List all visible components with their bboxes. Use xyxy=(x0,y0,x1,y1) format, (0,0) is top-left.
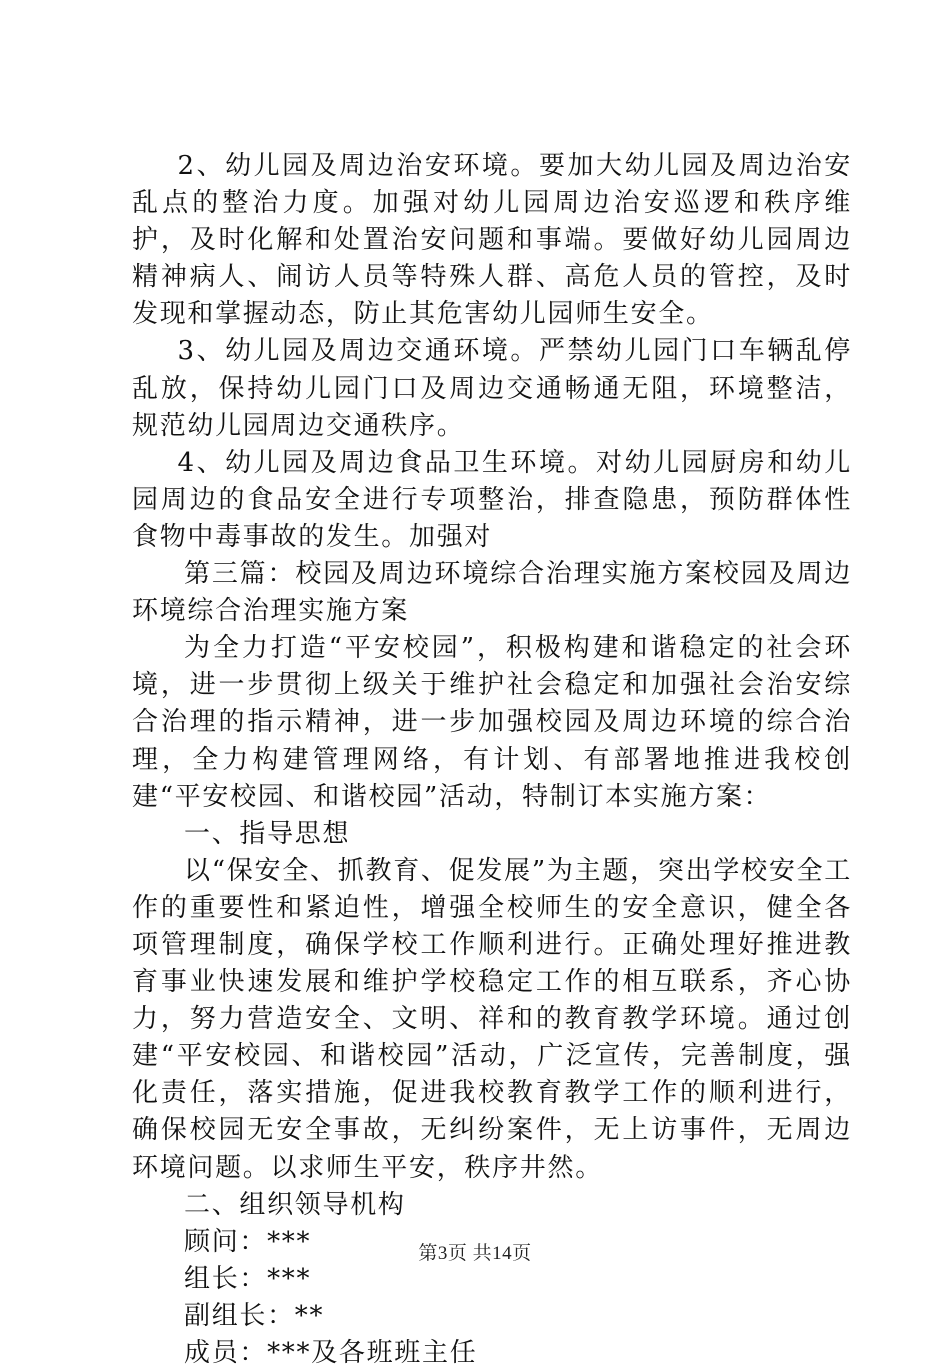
leadership-deputy-leader: 副组长：** xyxy=(184,1300,325,1331)
paragraph-food-hygiene: 4、幼儿园及周边食品卫生环境。对幼儿园厨房和幼儿园周边的食品安全进行专项整治，排查隐患，预防群体性食物中毒事故的发生。加强对 xyxy=(132,447,852,552)
paragraph-public-security: 2、幼儿园及周边治安环境。要加大幼儿园及周边治安乱点的整治力度。加强对幼儿园周边治安巡逻和秩序维护，及时化解和处置治安问题和事端。要做好幼儿园周边精神病人、闹访人员等特殊人群、高危人员的管控，及时发现和掌握动态，防止其危害幼儿园师生安全。 xyxy=(132,151,852,330)
page-footer: 第3页 共14页 xyxy=(418,1243,532,1264)
document-body xyxy=(132,148,852,1372)
paragraph-guiding-ideology: 以“保安全、抓教育、促发展”为主题，突出学校安全工作的重要性和紧迫性，增强全校师生的安全意识，健全各项管理制度，确保学校工作顺利进行。正确处理好推进教育事业快速发展和维护学校稳定工作的相互联系，齐心协力，努力营造安全、文明、祥和的教育教学环境。通过创建“平安校园、和谐校园”活动，广泛宣传，完善制度，强化责任，落实措施，促进我校教育教学工作的顺利进行，确保校园无安全事故，无纠纷案件，无上访事件，无周边环境问题。以求师生平安，秩序井然。 xyxy=(132,855,852,1183)
section-heading-guiding-ideology: 一、指导思想 xyxy=(184,818,351,849)
leadership-advisor: 顾问：*** xyxy=(184,1226,312,1257)
section-heading-leadership: 二、组织领导机构 xyxy=(184,1189,406,1220)
paragraph-introduction: 为全力打造“平安校园”，积极构建和谐稳定的社会环境，进一步贯彻上级关于维护社会稳定和加强社会治安综合治理的指示精神，进一步加强校园及周边环境的综合治理，全力构建管理网络，有计划、有部署地推进我校创建“平安校园、和谐校园”活动，特制订本实施方案： xyxy=(132,633,852,812)
paragraph-traffic: 3、幼儿园及周边交通环境。严禁幼儿园门口车辆乱停乱放，保持幼儿园门口及周边交通畅通无阻，环境整洁，规范幼儿园周边交通秩序。 xyxy=(132,336,852,441)
leadership-members: 成员：***及各班班主任 xyxy=(184,1338,478,1368)
chapter-heading: 第三篇：校园及周边环境综合治理实施方案校园及周边环境综合治理实施方案 xyxy=(132,559,852,627)
leadership-leader: 组长：*** xyxy=(184,1263,312,1294)
